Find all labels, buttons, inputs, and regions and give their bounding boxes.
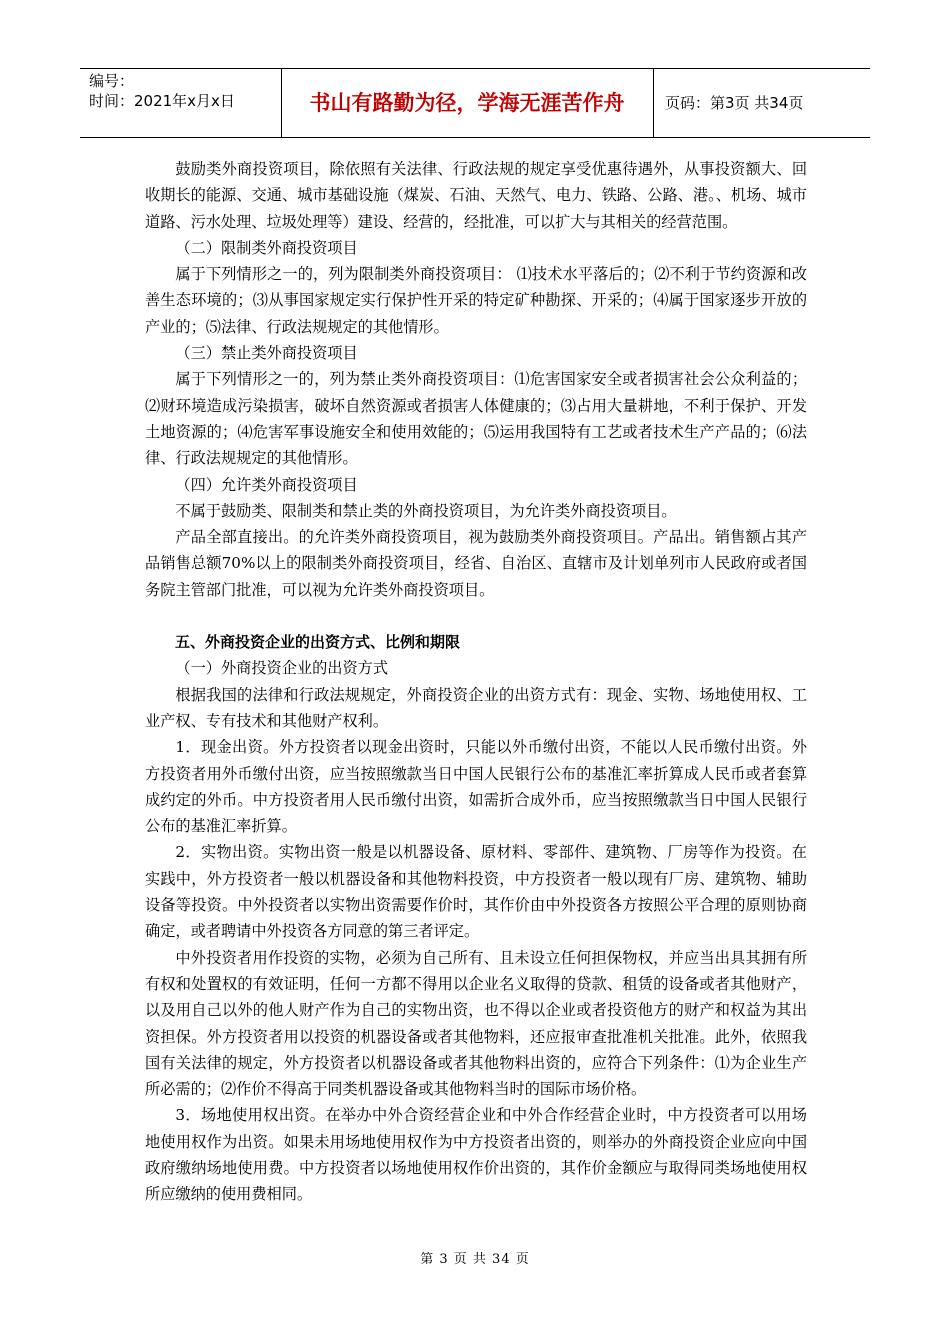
paragraph: 鼓励类外商投资项目，除依照有关法律、行政法规的规定享受优惠待遇外，从事投资额大、回收期长的能源、交通、城市基础设施（煤炭、石油、天然气、电力、铁路、公路、港。、机场、城市道路、污水处理、垃圾处理等）建设、经营的，经批准，可以扩大与其相关的经营范围。 (145, 160, 807, 231)
paragraph: 2．实物出资。实物出资一般是以机器设备、原材料、零部件、建筑物、厂房等作为投资。在实践中，外方投资者一般以机器设备和其他物料投资，中方投资者一般以现有厂房、建筑物、辅助设备等投资。中外投资者以实物出资需要作价时，其作价由中外投资各方按照公平合理的原则协商确定，或者聘请中外投资各方同意的第三者评定。 (145, 843, 807, 941)
paragraph: 产品全部直接出。的允许类外商投资项目，视为鼓励类外商投资项目。产品出。销售额占其产品销售总额70%以上的限制类外商投资项目，经省、自治区、直辖市及计划单列市人民政府或者国务院主管部门批准，可以视为允许类外商投资项目。 (145, 528, 807, 599)
paragraph: 3．场地使用权出资。在举办中外合资经营企业和中外合作经营企业时，中方投资者可以用场地使用权作为出资。如果未用场地使用权作为中方投资者出资的，则举办的外商投资企业应向中国政府缴纳场地使用费。中方投资者以场地使用权作价出资的，其作价金额应与取得同类场地使用权所应缴纳的使用费相同。 (145, 1106, 807, 1204)
document-header (80, 68, 870, 138)
number-label: 编号： (89, 72, 135, 90)
paragraph: 1．现金出资。外方投资者以现金出资时，只能以外币缴付出资，不能以人民币缴付出资。外方投资者用外币缴付出资，应当按照缴款当日中国人民银行公布的基准汇率折算成人民币或者套算成约定的外币。中方投资者用人民币缴付出资，如需折合成外币，应当按照缴款当日中国人民银行公布的基准汇率折算。 (145, 738, 807, 836)
paragraph: 中外投资者用作投资的实物，必须为自己所有、且未设立任何担保物权，并应当出具其拥有所有权和处置权的有效证明，任何一方都不得用以企业名义取得的贷款、租赁的设备或者其他财产，以及用自己以外的他人财产作为自己的实物出资，也不得以企业或者投资他方的财产和权益为其出资担保。外方投资者用以投资的机器设备或者其他物料，还应报审查批准机关批准。此外，依照我国有关法律的规定，外方投资者以机器设备或者其他物料出资的，应符合下列条件：⑴为企业生产所必需的；⑵作价不得高于同类机器设备或其他物料当时的国际市场价格。 (145, 948, 807, 1099)
paragraph: 属于下列情形之一的，列为禁止类外商投资项目：⑴危害国家安全或者损害社会公众利益的；⑵财环境造成污染损害，破坏自然资源或者损害人体健康的；⑶占用大量耕地，不利于保护、开发土地资源的；⑷危害军事设施安全和使用效能的；⑸运用我国特有工艺或者技术生产产品的；⑹法律、行政法规规定的其他情形。 (145, 370, 807, 468)
subsection-heading: （二）限制类外商投资项目 (175, 238, 358, 257)
section-heading: 五、外商投资企业的出资方式、比例和期限 (175, 633, 461, 652)
document-body (145, 156, 807, 1208)
motto-text: 书山有路勤为径，学海无涯苦作舟 (281, 69, 654, 137)
paragraph: 属于下列情形之一的，列为限制类外商投资项目： ⑴技术水平落后的；⑵不利于节约资源和改善生态环境的；⑶从事国家规定实行保护性开采的特定矿种勘探、开采的；⑷属于国家逐步开放的产业的；⑸法律、行政法规规定的其他情形。 (145, 265, 807, 336)
subsection-heading: （四）允许类外商投资项目 (175, 475, 358, 494)
spacer (145, 603, 807, 629)
page-counter: 页码：第3页 共34页 (665, 94, 804, 112)
paragraph: 根据我国的法律和行政法规规定，外商投资企业的出资方式有：现金、实物、场地使用权、工业产权、专有技术和其他财产权利。 (145, 685, 807, 730)
date-label: 时间：2021年x月x日 (89, 92, 235, 110)
paragraph: 不属于鼓励类、限制类和禁止类的外商投资项目，为允许类外商投资项目。 (175, 501, 677, 520)
subsection-heading: （三）禁止类外商投资项目 (175, 344, 358, 363)
header-info-cell (80, 69, 282, 137)
page-footer: 第 3 页 共 34 页 (420, 1252, 530, 1267)
subsection-heading: （一）外商投资企业的出资方式 (175, 659, 389, 678)
